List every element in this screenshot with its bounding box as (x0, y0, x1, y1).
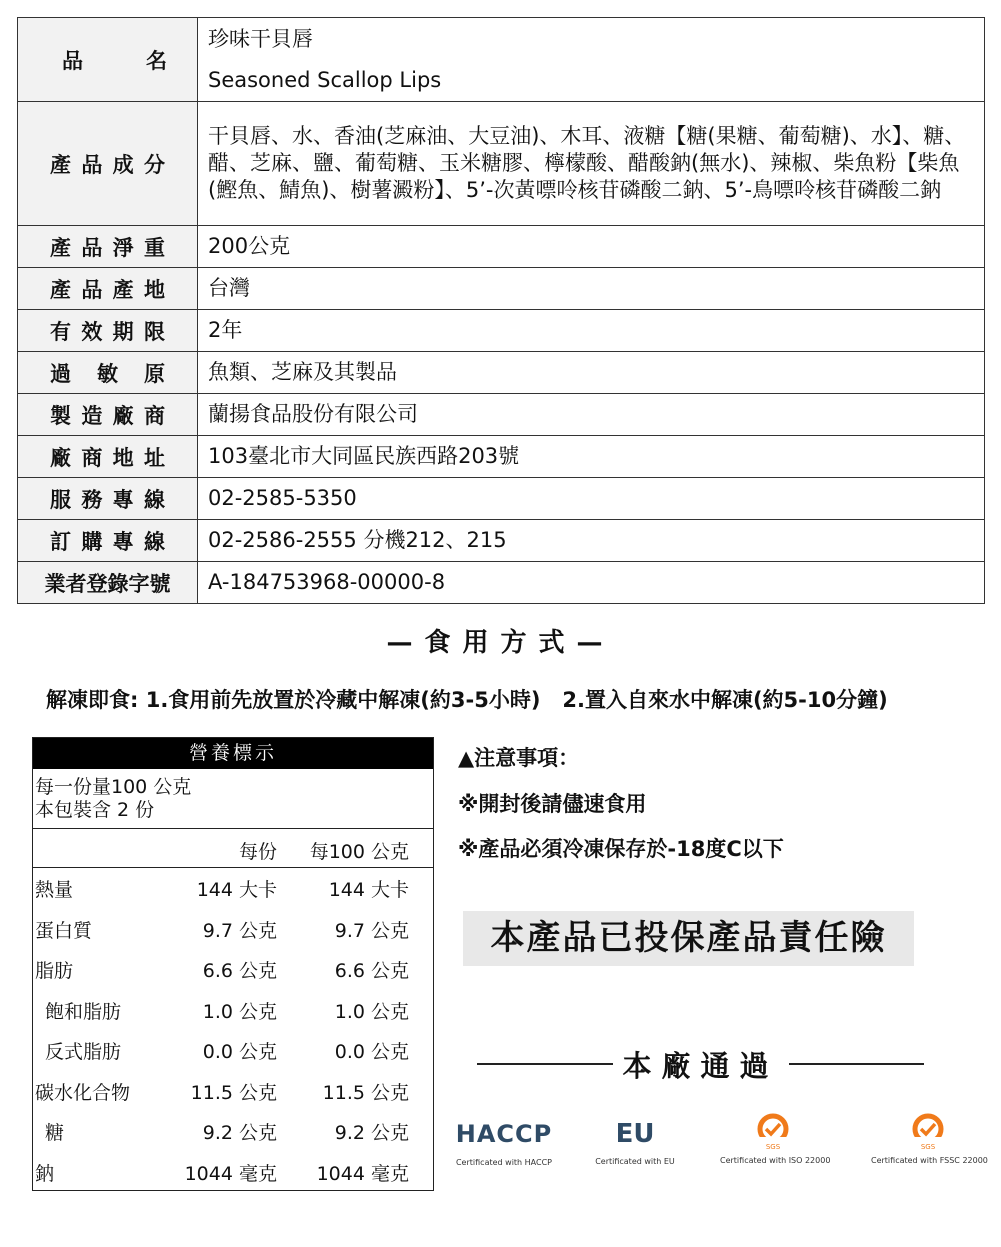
value-allergen: 魚類、芝麻及其製品 (198, 352, 985, 394)
nutrition-row: 糖 9.2 公克 9.2 公克 (45, 1122, 409, 1144)
nutrition-serving-info (33, 769, 433, 829)
haccp-logo: HACCP (455, 1120, 553, 1148)
nutrition-header: 營養標示 (33, 738, 433, 769)
factory-passed-heading (477, 1044, 924, 1084)
product-info-table (17, 17, 985, 604)
iso-caption: Certificated with ISO 22000 (720, 1156, 831, 1165)
product-name-en: Seasoned Scallop Lips (208, 67, 442, 92)
nutrition-row: 熱量 144 大卡 144 大卡 (35, 879, 409, 901)
value-service-line: 02-2585-5350 (198, 478, 985, 520)
servings-per-pack: 本包裝含 2 份 (35, 799, 155, 821)
row-service-line: 服 務 專 線 02-2585-5350 (18, 478, 985, 520)
sgs-mark-text: SGS (920, 1143, 936, 1151)
usage-instructions: 解凍即食: 1.食用前先放置於冷藏中解凍(約3-5小時) 2.置入自來水中解凍(約5-10分鐘) (46, 688, 888, 712)
liability-insurance-banner: 本產品已投保產品責任險 (463, 911, 914, 966)
divider (477, 1063, 613, 1065)
nutrition-row: 脂肪 6.6 公克 6.6 公克 (35, 960, 409, 982)
col-per-100g: 每100 公克 (309, 841, 409, 863)
label-registration: 業者登錄字號 (18, 562, 198, 604)
cert-iso22000 (720, 1113, 831, 1165)
value-product-name (198, 18, 985, 102)
row-ingredients (18, 102, 985, 226)
note-frozen: ※產品必須冷凍保存於-18度C以下 (458, 837, 784, 861)
nutrition-row: 鈉 1044 毫克 1044 毫克 (35, 1162, 409, 1185)
nutrition-row: 反式脂肪 0.0 公克 0.0 公克 (45, 1041, 409, 1063)
divider (789, 1063, 925, 1065)
row-product-name (18, 18, 985, 102)
cert-fssc22000 (871, 1113, 988, 1165)
fssc-caption: Certificated with FSSC 22000 (871, 1156, 988, 1165)
row-order-line: 訂 購 專 線 02-2586-2555 分機212、215 (18, 520, 985, 562)
sgs-mark-text: SGS (765, 1143, 781, 1151)
nutrition-column-headers (33, 829, 433, 868)
row-shelf-life: 有 效 期 限 2年 (18, 310, 985, 352)
label-ingredients: 產 品 成 分 (18, 102, 198, 226)
cert-haccp (452, 1120, 556, 1167)
eu-logo: EU (615, 1119, 655, 1149)
value-ingredients: 干貝唇、水、香油(芝麻油、大豆油)、木耳、液糖【糖(果糖、葡萄糖)、水】、糖、醋、芝麻、鹽、葡萄糖、玉米糖膠、檸檬酸、醋酸鈉(無水)、辣椒、柴魚粉【柴魚(鰹魚、鯖魚)、樹薯澱粉】、5’-次黃嘌呤核苷磷酸二鈉、5’-鳥嘌呤核苷磷酸二鈉 (198, 102, 985, 226)
nutrition-row: 碳水化合物 11.5 公克 11.5 公克 (35, 1081, 409, 1104)
nutrition-panel (32, 737, 434, 1191)
row-origin: 產 品 產 地 台灣 (18, 268, 985, 310)
value-order-line: 02-2586-2555 分機212、215 (198, 520, 985, 562)
notes-title: ▲注意事項： (458, 746, 580, 770)
cert-eu (590, 1119, 680, 1166)
product-name-zh: 珍味干貝唇 (208, 26, 313, 51)
value-maker: 蘭揚食品股份有限公司 (198, 394, 985, 436)
usage-title: —食用方式— (386, 628, 615, 658)
eu-caption: Certificated with EU (595, 1157, 675, 1166)
serving-size: 每一份量100 公克 (35, 776, 192, 798)
haccp-caption: Certificated with HACCP (455, 1158, 553, 1167)
nutrition-row: 蛋白質 9.7 公克 9.7 公克 (35, 919, 409, 942)
col-per-serving: 每份 (238, 841, 277, 863)
row-registration (18, 562, 985, 604)
value-registration: A-184753968-00000-8 (198, 562, 985, 604)
note-open: ※開封後請儘速食用 (458, 792, 647, 816)
row-address: 廠 商 地 址 103臺北市大同區民族西路203號 (18, 436, 985, 478)
value-origin: 台灣 (198, 268, 985, 310)
nutrition-row: 飽和脂肪 1.0 公克 1.0 公克 (45, 1000, 409, 1023)
row-weight: 產 品 淨 重 200公克 (18, 226, 985, 268)
row-maker: 製 造 廠 商 蘭揚食品股份有限公司 (18, 394, 985, 436)
factory-passed-text: 本廠通過 (622, 1048, 779, 1083)
label-product-name: 品 名 (18, 18, 198, 102)
value-shelf-life: 2年 (198, 310, 985, 352)
row-allergen: 過 敏 原 魚類、芝麻及其製品 (18, 352, 985, 394)
value-weight: 200公克 (198, 226, 985, 268)
value-address: 103臺北市大同區民族西路203號 (198, 436, 985, 478)
